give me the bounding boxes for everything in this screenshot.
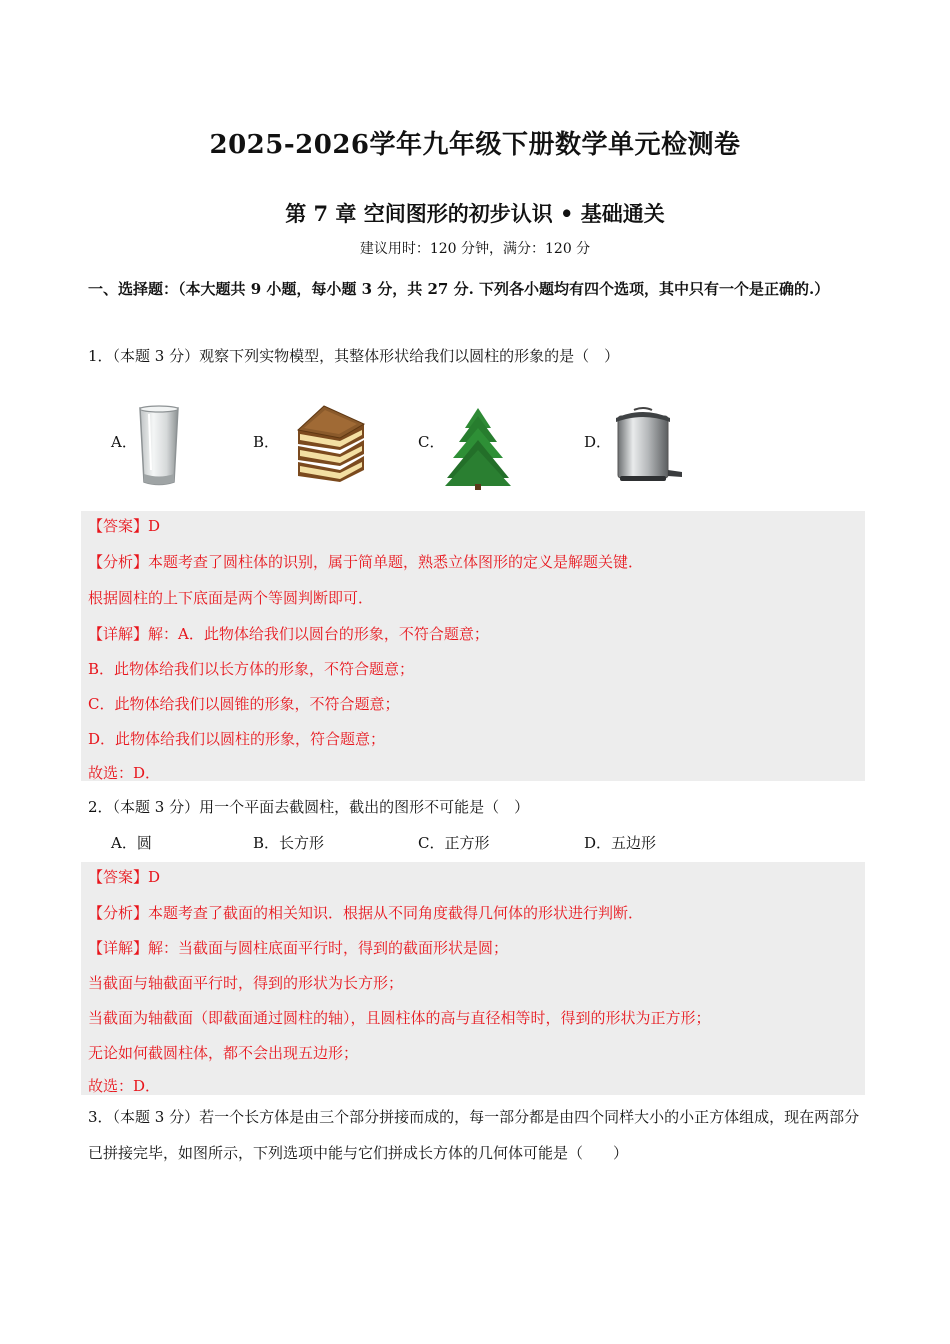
q2-detail-2: 当截面与轴截面平行时，得到的形状为长方形；	[88, 974, 404, 992]
q1-detail: 【详解】解：A．此物体给我们以圆台的形象，不符合题意；	[88, 625, 489, 643]
q1-detail-b: B．此物体给我们以长方体的形象，不符合题意；	[88, 660, 415, 678]
q2-answer: 【答案】D	[88, 868, 161, 886]
q2-option-d: D．五边形	[584, 834, 657, 852]
q1-option-a-label: A．	[111, 433, 137, 451]
q1-detail-d: D．此物体给我们以圆柱的形象，符合题意；	[88, 730, 386, 748]
q1-answer-box	[81, 511, 865, 781]
q1-analysis-2: 根据圆柱的上下底面是两个等圆判断即可．	[88, 589, 374, 607]
q2-detail-3: 当截面为轴截面（即截面通过圆柱的轴），且圆柱体的高与直径相等时，得到的形状为正方形；	[88, 1009, 711, 1027]
q2-answer-box	[81, 862, 865, 1095]
q2-analysis: 【分析】本题考查了截面的相关知识．根据从不同角度截得几何体的形状进行判断．	[88, 904, 644, 922]
q2-option-c: C．正方形	[418, 834, 490, 852]
glass-cup-image	[136, 404, 182, 488]
trash-can-image	[612, 404, 686, 484]
chapter-subtitle: 第 7 章 空间图形的初步认识 • 基础通关	[285, 201, 665, 226]
q1-option-c-label: C．	[418, 433, 445, 451]
question-1-stem: 1．（本题 3 分）观察下列实物模型，其整体形状给我们以圆柱的形象的是（ ）	[88, 347, 620, 365]
pine-tree-image	[443, 406, 513, 490]
q2-detail-4: 无论如何截圆柱体，都不会出现五边形；	[88, 1044, 359, 1062]
q2-conclusion: 故选：D．	[88, 1077, 161, 1095]
q1-answer: 【答案】D	[88, 517, 161, 535]
q1-option-b-label: B．	[253, 433, 280, 451]
q1-analysis: 【分析】本题考查了圆柱体的识别，属于简单题，熟悉立体图形的定义是解题关键．	[88, 553, 644, 571]
q1-conclusion: 故选：D．	[88, 764, 161, 782]
time-info: 建议用时：120 分钟，满分：120 分	[359, 241, 591, 257]
q1-detail-c: C．此物体给我们以圆锥的形象，不符合题意；	[88, 695, 400, 713]
q2-option-a: A．圆	[111, 834, 152, 852]
section-heading: 一、选择题：（本大题共 9 小题，每小题 3 分，共 27 分. 下列各小题均有四个选项，其中只有一个是正确的.）	[88, 280, 830, 298]
question-2-stem: 2．（本题 3 分）用一个平面去截圆柱，截出的图形不可能是（ ）	[88, 798, 530, 816]
q1-option-d-label: D．	[584, 433, 612, 451]
exam-title: 2025-2026学年九年级下册数学单元检测卷	[209, 130, 741, 160]
question-3-stem: 3．（本题 3 分）若一个长方体是由三个部分拼接而成的，每一部分都是由四个同样大小的小正方体组成，现在两部分已拼接完毕，如图所示，下列选项中能与它们拼成长方体的几何体可能是（ ）	[88, 1108, 860, 1162]
q2-detail: 【详解】解：当截面与圆柱底面平行时，得到的截面形状是圆；	[88, 939, 509, 957]
stacked-books-image	[294, 404, 368, 484]
q2-option-b: B．长方形	[253, 834, 325, 852]
